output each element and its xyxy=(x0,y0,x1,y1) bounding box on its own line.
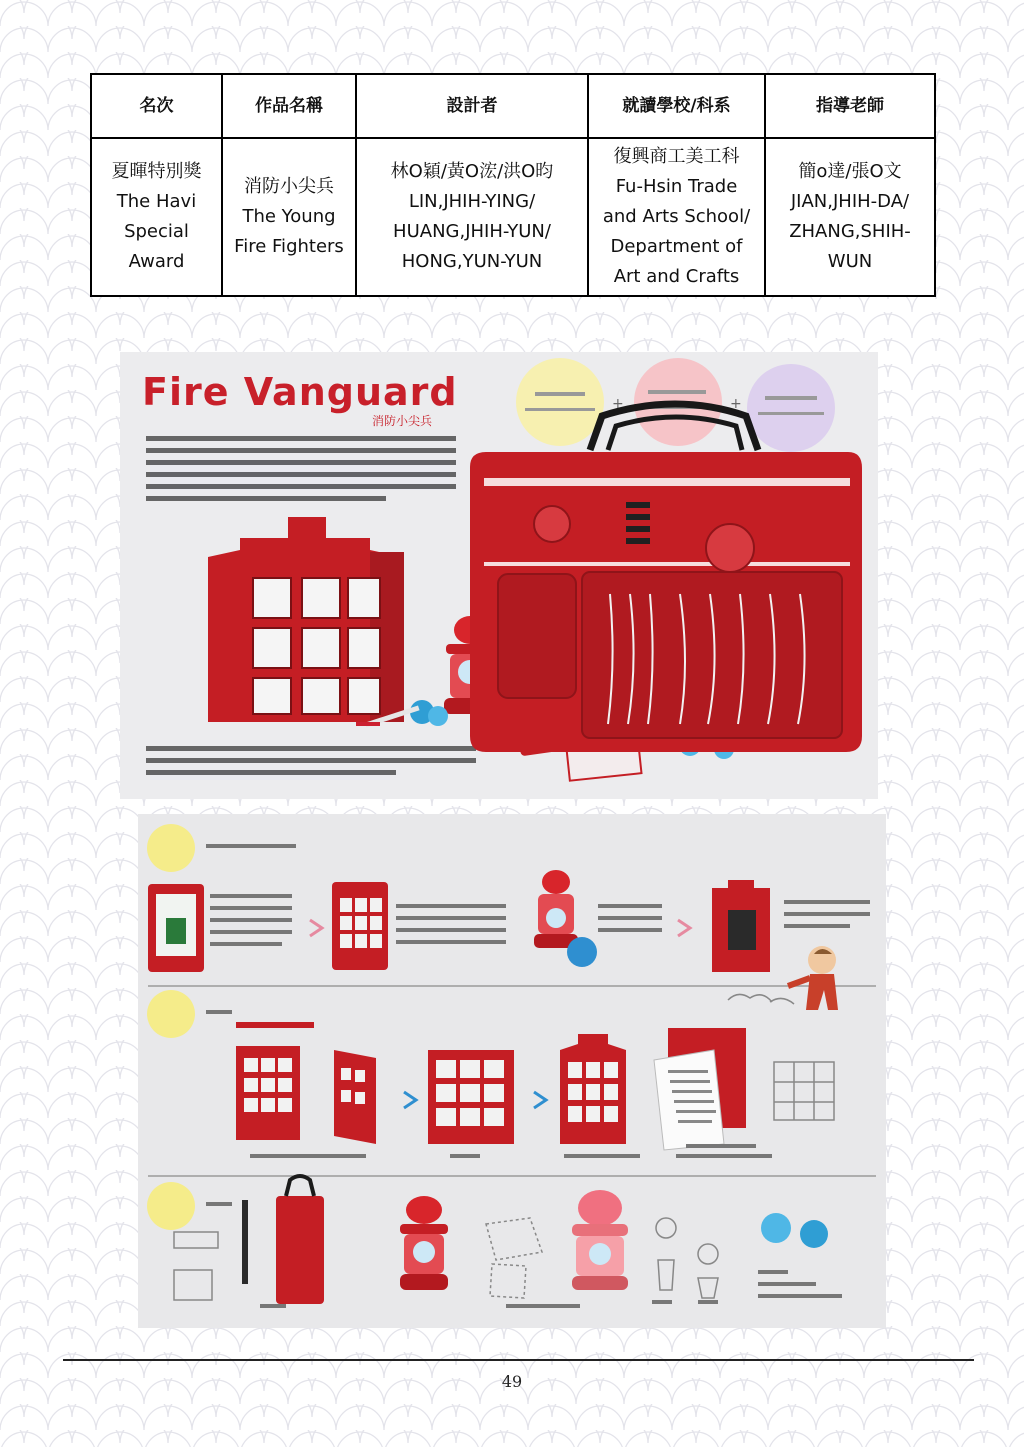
cell-work: 消防小尖兵 The Young Fire Fighters xyxy=(222,138,356,296)
header-work: 作品名稱 xyxy=(222,74,356,138)
poster-usage-steps xyxy=(138,814,886,1328)
svg-text:+: + xyxy=(612,396,624,412)
header-rank: 名次 xyxy=(91,74,222,138)
table-header-row xyxy=(91,74,935,138)
award-table xyxy=(90,73,936,297)
section-badge-3 xyxy=(147,1182,195,1230)
cell-school: 復興商工美工科 Fu-Hsin Trade and Arts School/ Department of Art and Crafts xyxy=(588,138,765,296)
cell-rank: 夏暉特別獎 The Havi Special Award xyxy=(91,138,222,296)
poster-title: Fire Vanguard xyxy=(142,370,458,414)
page-number: 49 xyxy=(501,1372,523,1391)
header-advisor: 指導老師 xyxy=(765,74,935,138)
header-school: 就讀學校/科系 xyxy=(588,74,765,138)
usage-steps-illustration xyxy=(138,814,886,1328)
section-badge-2 xyxy=(147,990,195,1038)
table-row xyxy=(91,138,935,296)
cell-designers: 林O穎/黃O浤/洪O昀 LIN,JHIH-YING/ HUANG,JHIH-YUN/ HONG,YUN-YUN xyxy=(356,138,588,296)
cell-advisor: 簡o達/張O文 JIAN,JHIH-DA/ ZHANG,SHIH- WUN xyxy=(765,138,935,296)
step-number-circle xyxy=(567,937,597,967)
section-badge-1 xyxy=(147,824,195,872)
poster-subtitle: 消防小尖兵 xyxy=(372,414,433,428)
product-illustration xyxy=(120,352,878,799)
concept-circle-purple xyxy=(747,364,835,452)
concept-circle-yellow xyxy=(516,358,604,446)
header-designers: 設計者 xyxy=(356,74,588,138)
svg-text:+: + xyxy=(730,396,742,412)
footer-divider xyxy=(63,1359,974,1361)
poster-product-board xyxy=(120,352,878,799)
